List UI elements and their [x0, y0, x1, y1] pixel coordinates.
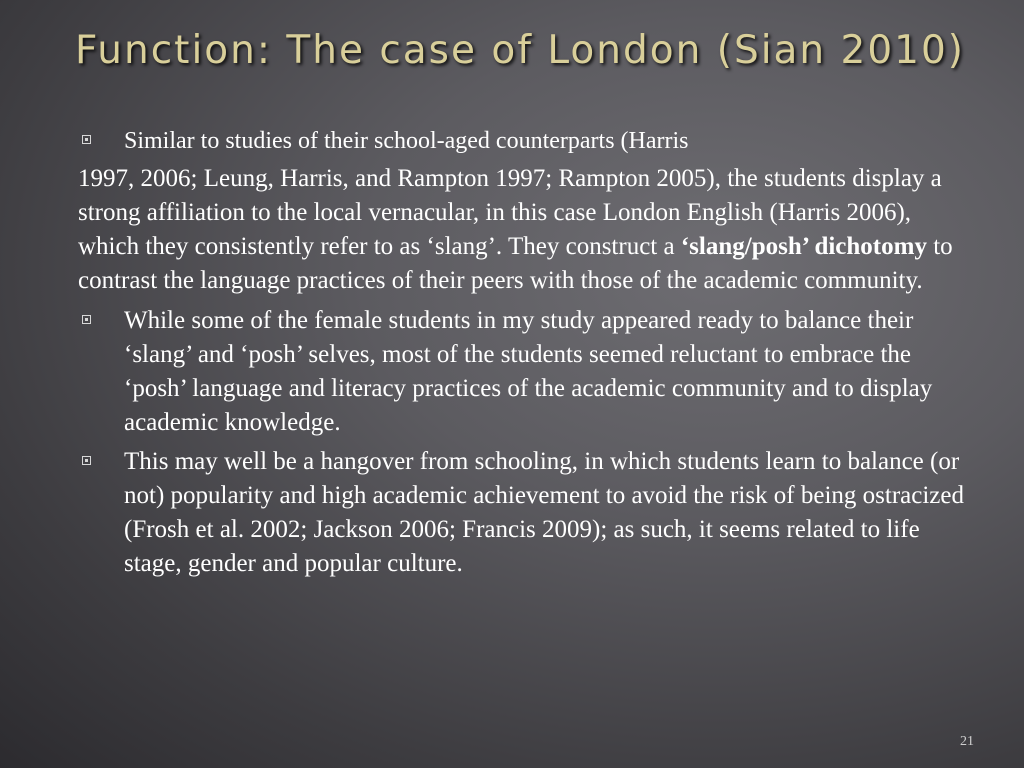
bullet-1-bold-term: ‘slang/posh’ dichotomy — [680, 233, 927, 260]
bullet-2-text: While some of the female students in my study appeared ready to balance their ‘slang’ and ‘posh’ selves, most of the students seemed reluctant to embrace the ‘posh’ language and literacy practices of the academic community and to display academic knowledge. — [124, 307, 933, 436]
slide-title: Function: The case of London (Sian 2010) — [74, 28, 966, 73]
square-bullet-icon — [82, 315, 91, 324]
slide-body — [78, 124, 978, 586]
bullet-1-continuation-a: 1997, 2006; Leung, Harris, and Rampton 1997; Rampton 2005), the students display a strong affiliation to the local vernacular, in this case London English (Harris 2006), which they consistently refer to as ‘slang’. They construct a — [78, 165, 942, 260]
square-bullet-icon — [82, 456, 91, 465]
bullet-item-3 — [78, 445, 978, 581]
bullet-1-continuation-b: to contrast the language practices of their peers with those of the academic community. — [78, 233, 953, 294]
bullet-item-1 — [78, 124, 978, 158]
bullet-3-text: This may well be a hangover from schooling, in which students learn to balance (or not) popularity and high academic achievement to avoid the risk of being ostracized (Frosh et al. 2002; Jackson 2006; Francis 2009); as such, it seems related to life stage, gender and popular culture. — [124, 448, 964, 577]
page-number: 21 — [960, 734, 974, 749]
bullet-item-2 — [78, 304, 978, 440]
bullet-1-text: Similar to studies of their school-aged counterparts (Harris — [124, 128, 689, 154]
square-bullet-icon — [82, 135, 91, 144]
bullet-1-continuation — [78, 162, 978, 298]
